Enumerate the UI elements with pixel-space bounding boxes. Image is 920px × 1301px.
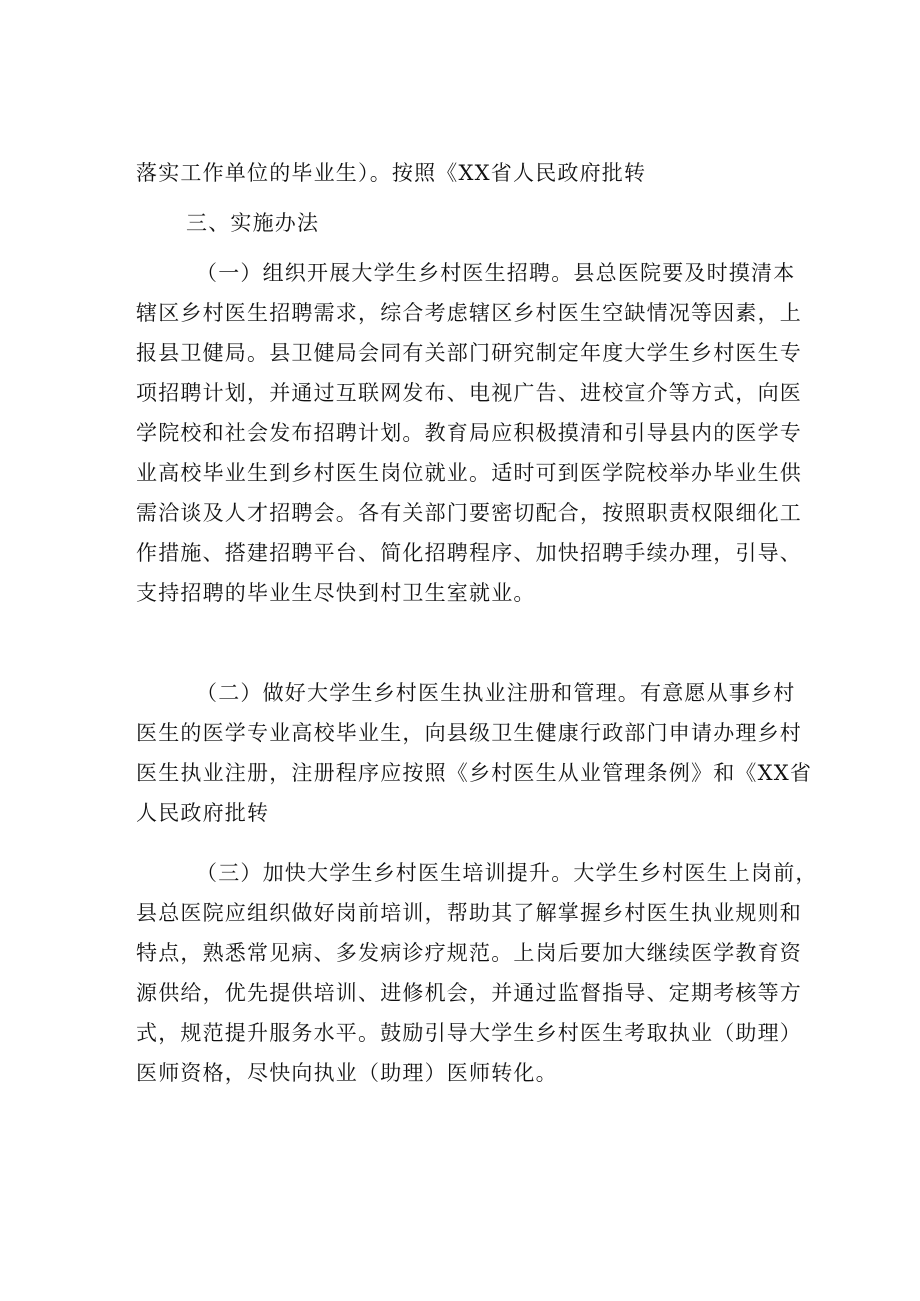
paragraph-line: 辖区乡村医生招聘需求，综合考虑辖区乡村医生空缺情况等因素，上 (136, 301, 802, 325)
paragraph-line: 医生执业注册，注册程序应按照《乡村医生从业管理条例》和《XX省 (136, 761, 813, 785)
paragraph-line: 式，规范提升服务水平。鼓励引导大学生乡村医生考取执业（助理） (136, 1021, 802, 1045)
paragraph-line: 需洽谈及人才招聘会。各有关部门要密切配合，按照职责权限细化工 (136, 501, 802, 525)
section-heading: 三、实施办法 (186, 211, 320, 235)
paragraph-line: （三）加快大学生乡村医生培训提升。大学生乡村医生上岗前， (196, 861, 818, 885)
paragraph-line: 作措施、搭建招聘平台、简化招聘程序、加快招聘手续办理，引导、 (136, 541, 802, 565)
paragraph-line: 学院校和社会发布招聘计划。教育局应积极摸清和引导县内的医学专 (136, 421, 802, 445)
paragraph-line: 落实工作单位的毕业生）。按照《XX省人民政府批转 (136, 161, 647, 185)
paragraph-line: 支持招聘的毕业生尽快到村卫生室就业。 (136, 581, 536, 605)
paragraph-line: 医生的医学专业高校毕业生，向县级卫生健康行政部门申请办理乡村 (136, 721, 802, 745)
paragraph-line: （二）做好大学生乡村医生执业注册和管理。有意愿从事乡村 (196, 681, 796, 705)
paragraph-line: 报县卫健局。县卫健局会同有关部门研究制定年度大学生乡村医生专 (136, 341, 802, 365)
paragraph-line: 业高校毕业生到乡村医生岗位就业。适时可到医学院校举办毕业生供 (136, 461, 802, 485)
paragraph-line: 人民政府批转 (136, 801, 270, 825)
paragraph-line: 医师资格，尽快向执业（助理）医师转化。 (136, 1061, 558, 1085)
paragraph-line: 特点，熟悉常见病、多发病诊疗规范。上岗后要加大继续医学教育资 (136, 941, 802, 965)
paragraph-line: 县总医院应组织做好岗前培训，帮助其了解掌握乡村医生执业规则和 (136, 901, 802, 925)
paragraph-line: 项招聘计划，并通过互联网发布、电视广告、进校宣介等方式，向医 (136, 381, 802, 405)
paragraph-line: 源供给，优先提供培训、进修机会，并通过监督指导、定期考核等方 (136, 981, 802, 1005)
paragraph-line: （一）组织开展大学生乡村医生招聘。县总医院要及时摸清本 (196, 261, 796, 285)
